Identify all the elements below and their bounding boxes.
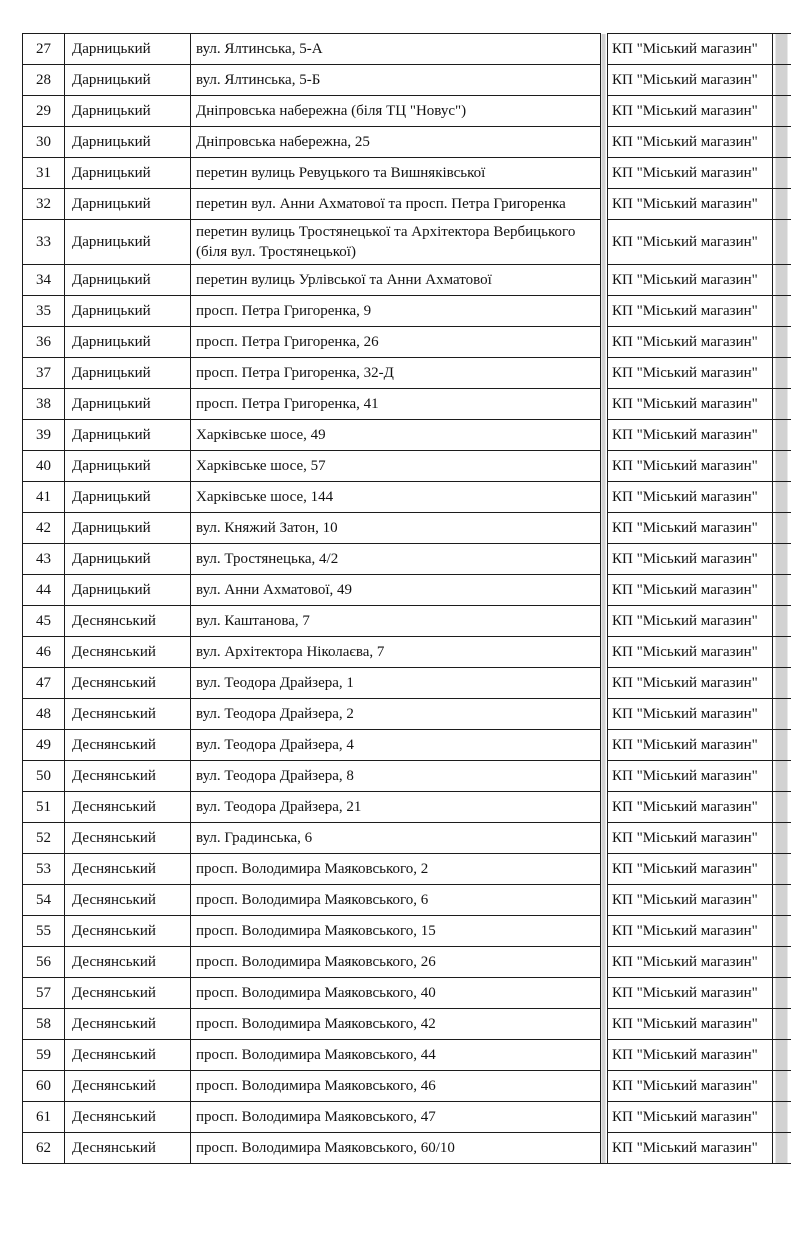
column-gap-strip [601,699,608,730]
column-gap-strip [601,482,608,513]
table-row [23,220,791,265]
table-body [23,34,791,1164]
operator-cell: КП "Міський магазин" [608,1102,773,1133]
kiosk-locations-table [22,33,791,1164]
operator-cell: КП "Міський магазин" [608,389,773,420]
table-row [23,158,791,189]
table-row [23,358,791,389]
right-edge-strip [773,947,791,978]
district-cell: Деснянський [65,947,191,978]
column-gap-strip [601,761,608,792]
operator-cell: КП "Міський магазин" [608,327,773,358]
district-cell: Дарницький [65,482,191,513]
address-cell: вул. Градинська, 6 [191,823,601,854]
row-number-cell: 51 [23,792,65,823]
address-cell: просп. Володимира Маяковського, 42 [191,1009,601,1040]
address-cell: вул. Ялтинська, 5-Б [191,65,601,96]
row-number-cell: 48 [23,699,65,730]
right-edge-strip [773,1102,791,1133]
district-cell: Деснянський [65,730,191,761]
right-edge-strip [773,1133,791,1164]
address-cell: вул. Архітектора Ніколаєва, 7 [191,637,601,668]
right-edge-strip [773,65,791,96]
table-row [23,544,791,575]
operator-cell: КП "Міський магазин" [608,854,773,885]
district-cell: Деснянський [65,637,191,668]
right-edge-strip [773,606,791,637]
column-gap-strip [601,65,608,96]
row-number-cell: 56 [23,947,65,978]
row-number-cell: 38 [23,389,65,420]
column-gap-strip [601,296,608,327]
table-row [23,451,791,482]
row-number-cell: 31 [23,158,65,189]
operator-cell: КП "Міський магазин" [608,761,773,792]
right-edge-strip [773,1040,791,1071]
address-cell: вул. Теодора Драйзера, 1 [191,668,601,699]
table-row [23,265,791,296]
operator-cell: КП "Міський магазин" [608,823,773,854]
column-gap-strip [601,34,608,65]
operator-cell: КП "Міський магазин" [608,420,773,451]
table-row [23,34,791,65]
table-row [23,420,791,451]
operator-cell: КП "Міський магазин" [608,637,773,668]
district-cell: Дарницький [65,158,191,189]
column-gap-strip [601,327,608,358]
operator-cell: КП "Міський магазин" [608,482,773,513]
table-row [23,854,791,885]
district-cell: Дарницький [65,420,191,451]
operator-cell: КП "Міський магазин" [608,296,773,327]
address-cell: Дніпровська набережна (біля ТЦ "Новус") [191,96,601,127]
right-edge-strip [773,668,791,699]
row-number-cell: 59 [23,1040,65,1071]
table-row [23,127,791,158]
table-row [23,1009,791,1040]
table-row [23,1071,791,1102]
district-cell: Деснянський [65,792,191,823]
address-cell: Дніпровська набережна, 25 [191,127,601,158]
table-row [23,296,791,327]
right-edge-strip [773,885,791,916]
address-cell: вул. Анни Ахматової, 49 [191,575,601,606]
table-row [23,947,791,978]
district-cell: Деснянський [65,885,191,916]
address-cell: просп. Петра Григоренка, 41 [191,389,601,420]
district-cell: Деснянський [65,916,191,947]
row-number-cell: 37 [23,358,65,389]
district-cell: Дарницький [65,296,191,327]
row-number-cell: 32 [23,189,65,220]
operator-cell: КП "Міський магазин" [608,34,773,65]
address-cell: просп. Володимира Маяковського, 60/10 [191,1133,601,1164]
right-edge-strip [773,854,791,885]
address-cell: перетин вулиць Урлівської та Анни Ахматової [191,265,601,296]
district-cell: Деснянський [65,699,191,730]
right-edge-strip [773,389,791,420]
table-row [23,730,791,761]
row-number-cell: 44 [23,575,65,606]
district-cell: Деснянський [65,854,191,885]
district-cell: Деснянський [65,761,191,792]
right-edge-strip [773,127,791,158]
right-edge-strip [773,327,791,358]
district-cell: Деснянський [65,1040,191,1071]
column-gap-strip [601,1133,608,1164]
operator-cell: КП "Міський магазин" [608,358,773,389]
row-number-cell: 61 [23,1102,65,1133]
row-number-cell: 39 [23,420,65,451]
column-gap-strip [601,823,608,854]
district-cell: Дарницький [65,34,191,65]
right-edge-strip [773,482,791,513]
operator-cell: КП "Міський магазин" [608,189,773,220]
right-edge-strip [773,189,791,220]
right-edge-strip [773,699,791,730]
district-cell: Дарницький [65,389,191,420]
address-cell: вул. Каштанова, 7 [191,606,601,637]
column-gap-strip [601,947,608,978]
operator-cell: КП "Міський магазин" [608,1071,773,1102]
row-number-cell: 52 [23,823,65,854]
column-gap-strip [601,606,608,637]
district-cell: Дарницький [65,327,191,358]
address-cell: вул. Княжий Затон, 10 [191,513,601,544]
right-edge-strip [773,34,791,65]
column-gap-strip [601,389,608,420]
right-edge-strip [773,1071,791,1102]
address-cell: просп. Володимира Маяковського, 26 [191,947,601,978]
right-edge-strip [773,420,791,451]
column-gap-strip [601,854,608,885]
column-gap-strip [601,1102,608,1133]
column-gap-strip [601,420,608,451]
district-cell: Деснянський [65,1102,191,1133]
row-number-cell: 60 [23,1071,65,1102]
operator-cell: КП "Міський магазин" [608,1133,773,1164]
table-row [23,885,791,916]
right-edge-strip [773,916,791,947]
right-edge-strip [773,978,791,1009]
right-edge-strip [773,575,791,606]
row-number-cell: 27 [23,34,65,65]
right-edge-strip [773,296,791,327]
operator-cell: КП "Міський магазин" [608,96,773,127]
column-gap-strip [601,544,608,575]
district-cell: Дарницький [65,127,191,158]
right-edge-strip [773,823,791,854]
district-cell: Дарницький [65,358,191,389]
address-cell: просп. Володимира Маяковського, 6 [191,885,601,916]
row-number-cell: 28 [23,65,65,96]
row-number-cell: 33 [23,220,65,265]
address-cell: просп. Володимира Маяковського, 2 [191,854,601,885]
district-cell: Дарницький [65,65,191,96]
table-row [23,823,791,854]
column-gap-strip [601,575,608,606]
row-number-cell: 50 [23,761,65,792]
column-gap-strip [601,158,608,189]
row-number-cell: 45 [23,606,65,637]
address-cell: просп. Володимира Маяковського, 47 [191,1102,601,1133]
operator-cell: КП "Міський магазин" [608,1040,773,1071]
district-cell: Дарницький [65,575,191,606]
right-edge-strip [773,637,791,668]
operator-cell: КП "Міський магазин" [608,730,773,761]
column-gap-strip [601,220,608,265]
operator-cell: КП "Міський магазин" [608,265,773,296]
row-number-cell: 29 [23,96,65,127]
address-cell: просп. Петра Григоренка, 26 [191,327,601,358]
district-cell: Деснянський [65,1133,191,1164]
district-cell: Дарницький [65,220,191,265]
operator-cell: КП "Міський магазин" [608,606,773,637]
row-number-cell: 42 [23,513,65,544]
table-row [23,327,791,358]
row-number-cell: 34 [23,265,65,296]
district-cell: Дарницький [65,189,191,220]
district-cell: Деснянський [65,606,191,637]
right-edge-strip [773,451,791,482]
right-edge-strip [773,730,791,761]
row-number-cell: 41 [23,482,65,513]
right-edge-strip [773,158,791,189]
district-cell: Дарницький [65,544,191,575]
operator-cell: КП "Міський магазин" [608,513,773,544]
right-edge-strip [773,358,791,389]
table-row [23,189,791,220]
column-gap-strip [601,1040,608,1071]
address-cell: перетин вул. Анни Ахматової та просп. Петра Григоренка [191,189,601,220]
operator-cell: КП "Міський магазин" [608,978,773,1009]
address-cell: вул. Тростянецька, 4/2 [191,544,601,575]
address-cell: просп. Петра Григоренка, 9 [191,296,601,327]
district-cell: Деснянський [65,1009,191,1040]
table-row [23,699,791,730]
operator-cell: КП "Міський магазин" [608,451,773,482]
right-edge-strip [773,544,791,575]
column-gap-strip [601,730,608,761]
right-edge-strip [773,1009,791,1040]
operator-cell: КП "Міський магазин" [608,699,773,730]
district-cell: Деснянський [65,823,191,854]
address-cell: просп. Петра Григоренка, 32-Д [191,358,601,389]
row-number-cell: 58 [23,1009,65,1040]
operator-cell: КП "Міський магазин" [608,792,773,823]
address-cell: Харківське шосе, 49 [191,420,601,451]
district-cell: Деснянський [65,668,191,699]
row-number-cell: 30 [23,127,65,158]
district-cell: Дарницький [65,451,191,482]
row-number-cell: 62 [23,1133,65,1164]
column-gap-strip [601,127,608,158]
table-row [23,606,791,637]
table-row [23,792,791,823]
right-edge-strip [773,265,791,296]
table-row [23,96,791,127]
table-row [23,513,791,544]
right-edge-strip [773,761,791,792]
operator-cell: КП "Міський магазин" [608,668,773,699]
address-cell: перетин вулиць Тростянецької та Архітектора Вербицького (біля вул. Тростянецької) [191,220,601,265]
table-row [23,389,791,420]
address-cell: Харківське шосе, 144 [191,482,601,513]
operator-cell: КП "Міський магазин" [608,65,773,96]
operator-cell: КП "Міський магазин" [608,885,773,916]
right-edge-strip [773,513,791,544]
table-row [23,761,791,792]
operator-cell: КП "Міський магазин" [608,575,773,606]
address-cell: просп. Володимира Маяковського, 46 [191,1071,601,1102]
row-number-cell: 57 [23,978,65,1009]
row-number-cell: 49 [23,730,65,761]
address-cell: вул. Ялтинська, 5-А [191,34,601,65]
row-number-cell: 46 [23,637,65,668]
district-cell: Деснянський [65,1071,191,1102]
table-row [23,978,791,1009]
row-number-cell: 55 [23,916,65,947]
table-row [23,916,791,947]
table-row [23,65,791,96]
operator-cell: КП "Міський магазин" [608,127,773,158]
row-number-cell: 54 [23,885,65,916]
table-row [23,482,791,513]
row-number-cell: 40 [23,451,65,482]
column-gap-strip [601,792,608,823]
row-number-cell: 47 [23,668,65,699]
row-number-cell: 35 [23,296,65,327]
table-row [23,668,791,699]
operator-cell: КП "Міський магазин" [608,947,773,978]
address-cell: вул. Теодора Драйзера, 2 [191,699,601,730]
operator-cell: КП "Міський магазин" [608,916,773,947]
operator-cell: КП "Міський магазин" [608,220,773,265]
column-gap-strip [601,358,608,389]
column-gap-strip [601,885,608,916]
address-cell: просп. Володимира Маяковського, 44 [191,1040,601,1071]
address-cell: вул. Теодора Драйзера, 21 [191,792,601,823]
column-gap-strip [601,916,608,947]
column-gap-strip [601,668,608,699]
address-cell: просп. Володимира Маяковського, 40 [191,978,601,1009]
column-gap-strip [601,265,608,296]
address-cell: просп. Володимира Маяковського, 15 [191,916,601,947]
address-cell: вул. Теодора Драйзера, 4 [191,730,601,761]
right-edge-strip [773,792,791,823]
table-row [23,1102,791,1133]
column-gap-strip [601,451,608,482]
table-row [23,1133,791,1164]
address-cell: вул. Теодора Драйзера, 8 [191,761,601,792]
row-number-cell: 53 [23,854,65,885]
address-cell: перетин вулиць Ревуцького та Вишняківської [191,158,601,189]
column-gap-strip [601,513,608,544]
table-row [23,637,791,668]
column-gap-strip [601,1009,608,1040]
address-cell: Харківське шосе, 57 [191,451,601,482]
right-edge-strip [773,96,791,127]
district-cell: Деснянський [65,978,191,1009]
column-gap-strip [601,96,608,127]
operator-cell: КП "Міський магазин" [608,158,773,189]
district-cell: Дарницький [65,265,191,296]
right-edge-strip [773,220,791,265]
table-row [23,575,791,606]
district-cell: Дарницький [65,96,191,127]
table-row [23,1040,791,1071]
column-gap-strip [601,1071,608,1102]
column-gap-strip [601,189,608,220]
district-cell: Дарницький [65,513,191,544]
row-number-cell: 43 [23,544,65,575]
operator-cell: КП "Міський магазин" [608,1009,773,1040]
column-gap-strip [601,637,608,668]
operator-cell: КП "Міський магазин" [608,544,773,575]
row-number-cell: 36 [23,327,65,358]
column-gap-strip [601,978,608,1009]
